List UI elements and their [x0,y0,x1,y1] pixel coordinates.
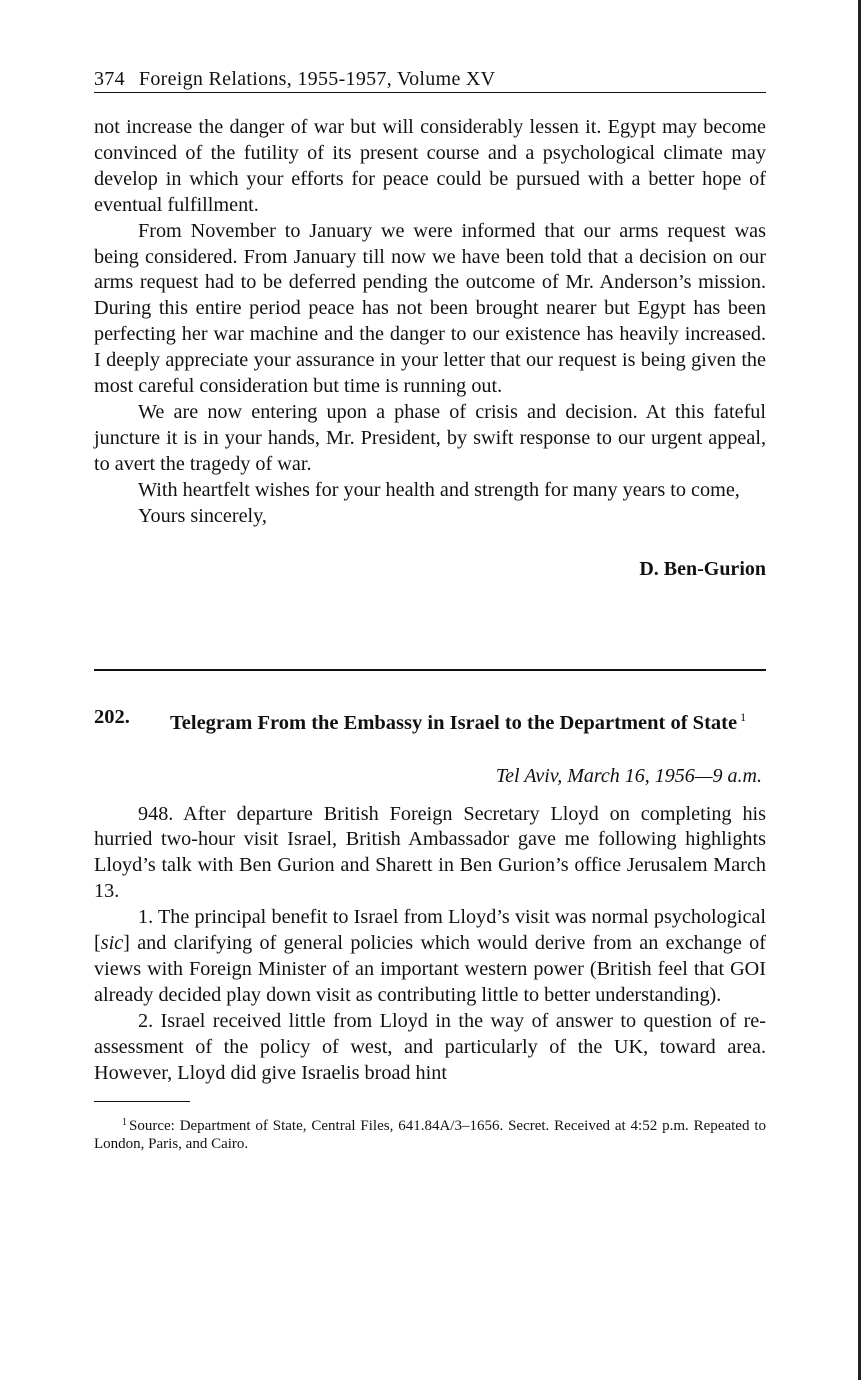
footnote-reference: 1 [740,709,747,724]
footnote-rule [94,1101,190,1102]
running-head [94,68,766,93]
paragraph-text: ] and clarifying of general policies which would derive from an exchange of views with Foreign Minister of an important western power (British feel that GOI already decided play down visit as contributing little to better understanding). [94,932,766,1006]
document-page [94,68,766,1153]
letter-closing: Yours sincerely, [138,504,267,527]
document-heading [94,705,766,735]
letter-body [94,115,766,530]
page-number: 374 [94,68,125,90]
telegram-paragraph: 948. After departure British Foreign Secretary Lloyd on completing his hurried two-hour visit Israel, British Ambassador gave me following highlights Lloyd’s talk with Ben Gurion and Sharett in Ben Gurion’s office Jerusalem March 13. [94,802,766,903]
telegram-paragraph [94,905,766,1009]
paragraph-text: 1. The principal benefit to Israel from Lloyd’s visit was normal psychological [ [94,906,766,955]
document-number: 202. [94,705,130,728]
signature: D. Ben-Gurion [639,557,766,580]
volume-title: Foreign Relations, 1955-1957, Volume XV [138,68,496,90]
letter-paragraph: We are now entering upon a phase of crisis and decision. At this fateful juncture it is in your hands, Mr. President, by swift response to our urgent appeal, to avert the tragedy of war. [94,400,766,475]
telegram-body [94,802,766,1087]
letter-paragraph: not increase the danger of war but will considerably lessen it. Egypt may become convinced of the futility of its present course and a psychological climate may develop in which your efforts for peace could be pursued with a better hope of eventual fulfillment. [94,116,766,216]
document-title-wrap [170,705,746,735]
footnote-marker: 1 [122,1117,127,1129]
section-divider [94,669,766,671]
document-title: Telegram From the Embassy in Israel to the Department of State [170,711,738,734]
dateline: Tel Aviv, March 16, 1956—9 a.m. [495,764,762,787]
footnote-text: Source: Department of State, Central Files, 641.84A/3–1656. Secret. Received at 4:52 p.m. Repeated to London, Paris, and Cairo. [94,1118,766,1153]
telegram-paragraph: 2. Israel received little from Lloyd in the way of answer to question of re-assessment of the policy of west, and particularly of the UK, toward area. However, Lloyd did give Israelis broad hint [94,1009,766,1084]
letter-paragraph: From November to January we were informed that our arms request was being considered. From January till now we have been told that a decision on our arms request had to be deferred pending the outcome of Mr. Anderson’s mission. During this entire period peace has not been brought nearer but Egypt has been perfecting her war machine and the danger to our existence has heavily increased. I deeply appreciate your assurance in your letter that our request is being given the most careful consideration but time is running out. [94,219,766,398]
letter-paragraph: With heartfelt wishes for your health and strength for many years to come, [138,478,740,501]
footnote [94,1114,766,1153]
sic-marker: sic [100,932,124,955]
